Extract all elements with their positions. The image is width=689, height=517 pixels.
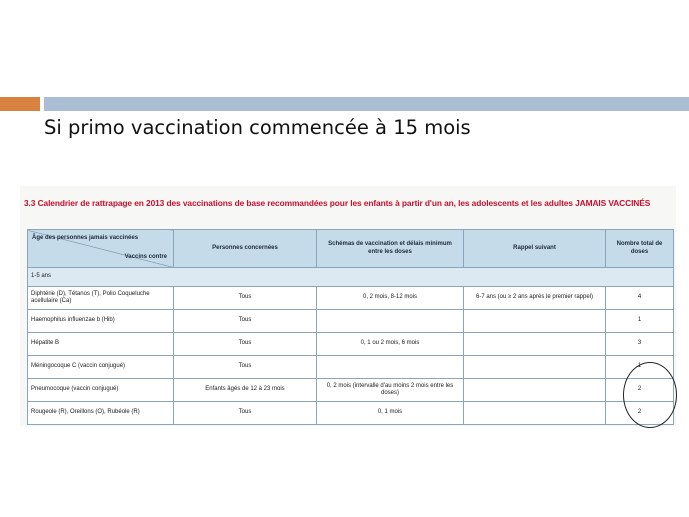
schedule-cell: 0, 2 mois (intervalle d'au moins 2 mois entre les doses): [317, 379, 464, 402]
vaccine-cell: Pneumocoque (vaccin conjugué): [28, 379, 174, 402]
booster-cell: 6-7 ans (ou ≥ 2 ans après le premier rappel): [464, 287, 606, 310]
age-header-label: Âge des personnes jamais vaccinées: [32, 235, 139, 241]
table-header-row: [28, 230, 674, 268]
vaccine-cell: Diphtérie (D), Tétanos (T), Polio Coqueluche acellulaire (Ca): [28, 287, 174, 310]
table-row: [28, 333, 674, 356]
vaccine-cell: Méningocoque C (vaccin conjugué): [28, 356, 174, 379]
table-row: [28, 379, 674, 402]
vaccination-table-image: [20, 186, 676, 426]
column-header: Rappel suivant: [464, 230, 606, 268]
vaccine-cell: Rougeole (R), Oreillons (O), Rubéole (R): [28, 402, 174, 425]
persons-cell: Enfants âgés de 12 à 23 mois: [174, 379, 317, 402]
schedule-cell: [317, 310, 464, 333]
schedule-cell: [317, 356, 464, 379]
booster-cell: [464, 402, 606, 425]
vaccine-header-label: Vaccins contre: [124, 253, 167, 260]
column-header: Personnes concernées: [174, 230, 317, 268]
column-header: Nombre total de doses: [606, 230, 674, 268]
persons-cell: Tous: [174, 402, 317, 425]
booster-cell: [464, 356, 606, 379]
persons-cell: Tous: [174, 287, 317, 310]
table-heading: 3.3 Calendrier de rattrapage en 2013 des vaccinations de base recommandées pour les enfants à partir d'un an, les adolescents et les adultes JAMAIS VACCINÉS: [24, 198, 651, 208]
schedule-cell: 0, 1 ou 2 mois, 6 mois: [317, 333, 464, 356]
table-row: [28, 356, 674, 379]
age-group-label: 1-5 ans: [28, 268, 674, 287]
vaccination-schedule-table: [27, 229, 674, 425]
booster-cell: [464, 333, 606, 356]
column-header: Schémas de vaccination et délais minimum entre les doses: [317, 230, 464, 268]
hand-drawn-circle-annotation: [623, 362, 677, 428]
doses-cell: 2: [606, 379, 674, 402]
persons-cell: Tous: [174, 356, 317, 379]
table-row: [28, 310, 674, 333]
accent-bar: [0, 97, 40, 111]
title-bar: [44, 97, 689, 111]
booster-cell: [464, 310, 606, 333]
table-row: [28, 402, 674, 425]
vaccine-cell: Hépatite B: [28, 333, 174, 356]
doses-cell: 2: [606, 402, 674, 425]
doses-cell: 4: [606, 287, 674, 310]
vaccine-cell: Haemophilus influenzae b (Hib): [28, 310, 174, 333]
persons-cell: Tous: [174, 333, 317, 356]
schedule-cell: 0, 1 mois: [317, 402, 464, 425]
persons-cell: Tous: [174, 310, 317, 333]
doses-cell: 3: [606, 333, 674, 356]
booster-cell: [464, 379, 606, 402]
slide-title: Si primo vaccination commencée à 15 mois: [44, 116, 471, 139]
schedule-cell: 0, 2 mois, 8-12 mois: [317, 287, 464, 310]
age-group-row: [28, 268, 674, 287]
diagonal-header-cell: [28, 230, 174, 268]
table-row: [28, 287, 674, 310]
doses-cell: 1: [606, 356, 674, 379]
doses-cell: 1: [606, 310, 674, 333]
